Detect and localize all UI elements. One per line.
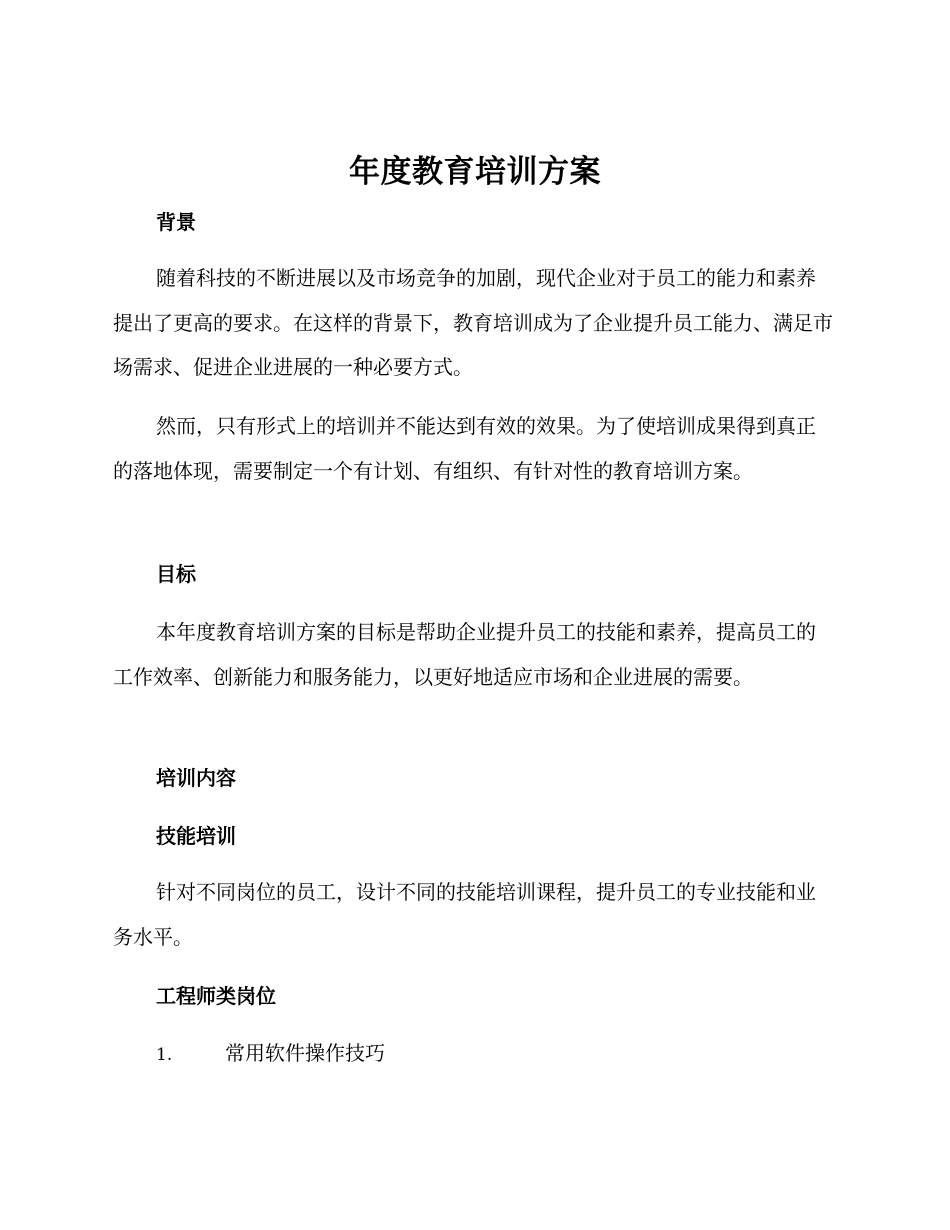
skill-training-paragraph: 针对不同岗位的员工，设计不同的技能培训课程，提升员工的专业技能和业务水平。 <box>113 880 816 949</box>
background-paragraph-2: 然而，只有形式上的培训并不能达到有效的效果。为了使培训成果得到真正的落地体现，需要制定一个有计划、有组织、有针对性的教育培训方案。 <box>113 414 816 483</box>
list-item-text: 常用软件操作技巧 <box>225 1041 385 1065</box>
list-item <box>156 1038 385 1070</box>
section-heading-training-content: 培训内容 <box>156 766 236 790</box>
section-heading-background: 背景 <box>156 210 196 234</box>
background-paragraph-1: 随着科技的不断进展以及市场竞争的加剧，现代企业对于员工的能力和素养提出了更高的要求。在这样的背景下，教育培训成为了企业提升员工能力、满足市场需求、促进企业进展的一种必要方式。 <box>113 266 833 379</box>
document-title: 年度教育培训方案 <box>349 154 601 190</box>
section-heading-skill-training: 技能培训 <box>156 824 236 848</box>
section-heading-engineer-positions: 工程师类岗位 <box>156 984 276 1008</box>
section-heading-goal: 目标 <box>156 562 196 586</box>
list-item-number: 1. <box>156 1045 173 1065</box>
goal-paragraph: 本年度教育培训方案的目标是帮助企业提升员工的技能和素养，提高员工的工作效率、创新能力和服务能力，以更好地适应市场和企业进展的需要。 <box>113 620 816 689</box>
